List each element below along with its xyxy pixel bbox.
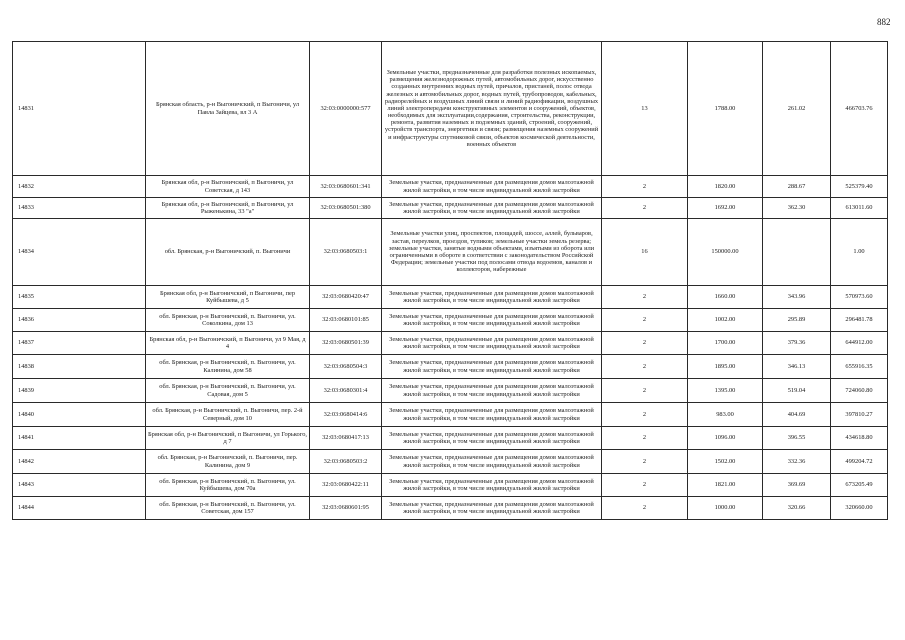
address-cell-text: Брянская область, р-н Выгоничский, п Выгоничи, ул Павла Зайцева, вл 3 А <box>155 101 300 116</box>
area-cell <box>688 497 763 520</box>
cadastral-value-cell-text: 434618.80 <box>845 434 873 442</box>
row-number <box>13 450 146 474</box>
land-use-cell <box>382 309 602 332</box>
area-cell <box>688 42 763 176</box>
land-use-cell-text: Земельные участки, предназначенные для размещения домов малоэтажной жилой застройки, в том числе индивидуальной жилой застройки <box>389 500 594 515</box>
row-number <box>13 42 146 176</box>
row-number-text: 14839 <box>18 386 34 394</box>
land-use-cell-text: Земельные участки улиц, проспектов, площадей, шоссе, аллей, бульваров, застав, переулков, проездов, тупиков; земельные участки земель резерва; земельные участки, занятые водными объектами, изъятыми из оборота или ограниченными в обороте в соответствии с законодательством Российской Федерации; земельные участки под полосами отвода водоемов, каналов и коллекторов, набережные <box>388 230 595 274</box>
rate-cell-text: 379.36 <box>787 339 806 347</box>
rate-cell <box>763 355 831 379</box>
cadastral-number-cell-text: 32:03:0680420:47 <box>322 293 369 301</box>
row-number <box>13 309 146 332</box>
group-cell-text: 2 <box>642 339 647 347</box>
area-cell <box>688 379 763 403</box>
group-cell-text: 2 <box>642 434 647 442</box>
table-row <box>13 403 888 427</box>
row-number-text: 14840 <box>18 410 34 418</box>
land-use-cell <box>382 42 602 176</box>
rate-cell <box>763 332 831 355</box>
cadastral-number-cell-text: 32:03:0680301:4 <box>323 386 368 394</box>
rate-cell-text: 346.13 <box>787 362 806 370</box>
land-use-cell-text: Земельные участки, предназначенные для размещения домов малоэтажной жилой застройки, в том числе индивидуальной жилой застройки <box>389 383 594 398</box>
land-use-cell <box>382 403 602 427</box>
address-cell <box>146 286 310 309</box>
cadastral-number-cell-text: 32:03:0680601:341 <box>320 182 371 190</box>
area-cell-text: 1002.00 <box>714 316 736 324</box>
rate-cell-text: 519.04 <box>787 386 806 394</box>
group-cell-text: 2 <box>642 362 647 370</box>
rate-cell-text: 295.89 <box>787 316 806 324</box>
row-number-text: 14836 <box>18 316 34 324</box>
cadastral-number-cell <box>310 219 382 286</box>
cadastral-value-cell-text: 613011.60 <box>845 204 873 212</box>
rate-cell-text: 288.67 <box>787 182 806 190</box>
row-number <box>13 379 146 403</box>
group-cell <box>602 427 688 450</box>
address-cell <box>146 332 310 355</box>
group-cell-text: 2 <box>642 204 647 212</box>
rate-cell-text: 369.69 <box>787 481 806 489</box>
area-cell-text: 983.00 <box>716 410 734 418</box>
cadastral-number-cell-text: 32:03:0680503:1 <box>323 248 368 256</box>
area-cell-text: 1692.00 <box>714 204 736 212</box>
address-cell <box>146 176 310 198</box>
cadastral-number-cell-text: 32:03:0000000:577 <box>320 104 371 112</box>
address-cell <box>146 497 310 520</box>
cadastral-number-cell-text: 32:03:0680504:3 <box>323 362 368 370</box>
row-number-text: 14832 <box>18 182 34 190</box>
row-number-text: 14833 <box>18 204 34 212</box>
land-use-cell-text: Земельные участки, предназначенные для размещения домов малоэтажной жилой застройки, в том числе индивидуальной жилой застройки <box>389 407 594 422</box>
table-body <box>13 42 888 520</box>
group-cell-text: 2 <box>642 386 647 394</box>
cadastral-number-cell <box>310 42 382 176</box>
area-cell-text: 1820.00 <box>714 182 736 190</box>
table-row <box>13 379 888 403</box>
area-cell <box>688 309 763 332</box>
land-use-cell-text: Земельные участки, предназначенные для размещения домов малоэтажной жилой застройки, в том числе индивидуальной жилой застройки <box>389 430 594 445</box>
land-use-cell-text: Земельные участки, предназначенные для размещения домов малоэтажной жилой застройки, в том числе индивидуальной жилой застройки <box>389 179 594 194</box>
area-cell-text: 1700.00 <box>714 339 736 347</box>
row-number <box>13 355 146 379</box>
cadastral-number-cell-text: 32:03:0680422:11 <box>322 481 369 489</box>
cadastral-value-cell <box>831 286 888 309</box>
cadastral-number-cell <box>310 286 382 309</box>
land-use-cell <box>382 286 602 309</box>
cadastral-value-cell-text: 320660.00 <box>845 504 873 512</box>
area-cell-text: 150000.00 <box>711 248 739 256</box>
group-cell-text: 2 <box>642 481 647 489</box>
table-row <box>13 176 888 198</box>
cadastral-value-cell-text: 499204.72 <box>845 457 873 465</box>
cadastral-number-cell <box>310 474 382 497</box>
group-cell <box>602 309 688 332</box>
area-cell <box>688 219 763 286</box>
area-cell <box>688 286 763 309</box>
page-number: 882 <box>877 17 891 27</box>
address-cell-text: обл. Брянская, р-н Выгоничский, п. Выгоничи, ул. Калинина, дом 58 <box>159 359 296 374</box>
row-number <box>13 427 146 450</box>
area-cell <box>688 355 763 379</box>
row-number-text: 14835 <box>18 293 34 301</box>
cadastral-value-cell-text: 397810.27 <box>845 410 873 418</box>
rate-cell <box>763 474 831 497</box>
rate-cell <box>763 403 831 427</box>
group-cell-text: 16 <box>641 248 648 256</box>
land-use-cell-text: Земельные участки, предназначенные для разработки полезных ископаемых, размещения железнодорожных путей, автомобильных дорог, искусственно созданных внутренних водных путей, причалов, пристаней, полос отвода железных и автомобильных дорог, водных путей, трубопроводов, кабельных, радиорелейных и воздушных линий связи и линий радиофикации, воздушных линий электропередачи конструктивных элементов и сооружений, объектов, необходимых для эксплуатации,содержания, строительства, реконструкции, ремонта, развития наземных и подземных зданий, строений, сооружений, устройств транспорта, энергетики и связи; размещения наземных сооружений и инфраструктуры спутниковой связи, объектов космической деятельности, военных объектов <box>384 69 599 148</box>
group-cell-text: 2 <box>642 410 647 418</box>
cadastral-value-cell <box>831 309 888 332</box>
address-cell <box>146 450 310 474</box>
land-use-cell <box>382 198 602 219</box>
address-cell <box>146 42 310 176</box>
address-cell <box>146 219 310 286</box>
rate-cell <box>763 309 831 332</box>
address-cell <box>146 403 310 427</box>
cadastral-number-cell <box>310 332 382 355</box>
row-number <box>13 474 146 497</box>
table-row <box>13 474 888 497</box>
table-row <box>13 497 888 520</box>
group-cell-text: 2 <box>642 293 647 301</box>
cadastral-number-cell <box>310 450 382 474</box>
land-use-cell <box>382 474 602 497</box>
table-row <box>13 427 888 450</box>
cadastral-number-cell <box>310 379 382 403</box>
land-use-cell-text: Земельные участки, предназначенные для размещения домов малоэтажной жилой застройки, в том числе индивидуальной жилой застройки <box>389 454 594 469</box>
cadastral-value-cell-text: 570973.60 <box>845 293 873 301</box>
land-use-cell-text: Земельные участки, предназначенные для размещения домов малоэтажной жилой застройки, в том числе индивидуальной жилой застройки <box>389 312 594 327</box>
group-cell <box>602 355 688 379</box>
cadastral-value-cell <box>831 198 888 219</box>
address-cell <box>146 474 310 497</box>
row-number <box>13 403 146 427</box>
address-cell <box>146 198 310 219</box>
land-use-cell-text: Земельные участки, предназначенные для размещения домов малоэтажной жилой застройки, в том числе индивидуальной жилой застройки <box>389 359 594 374</box>
rate-cell-text: 320.66 <box>787 504 806 512</box>
rate-cell <box>763 427 831 450</box>
area-cell-text: 1660.00 <box>714 293 736 301</box>
cadastral-value-cell-text: 724060.80 <box>845 386 873 394</box>
rate-cell <box>763 286 831 309</box>
address-cell-text: обл. Брянская, р-н Выгоничский, п. Выгоничи <box>164 248 291 256</box>
cadastral-value-cell-text: 644912.00 <box>845 339 873 347</box>
row-number <box>13 198 146 219</box>
land-use-cell <box>382 379 602 403</box>
group-cell-text: 13 <box>641 104 648 112</box>
rate-cell-text: 343.96 <box>787 293 806 301</box>
cadastral-value-cell <box>831 450 888 474</box>
group-cell <box>602 474 688 497</box>
address-cell-text: Брянская обл, р-н Выгоничский, п Выгоничи, ул 9 Мая, д 4 <box>149 335 306 350</box>
address-cell <box>146 427 310 450</box>
land-use-cell-text: Земельные участки, предназначенные для размещения домов малоэтажной жилой застройки, в том числе индивидуальной жилой застройки <box>389 477 594 492</box>
land-use-cell-text: Земельные участки, предназначенные для размещения домов малоэтажной жилой застройки, в том числе индивидуальной жилой застройки <box>389 335 594 350</box>
address-cell-text: обл. Брянская, р-н Выгоничский, п. Выгоничи, ул. Садовая, дом 5 <box>159 383 296 398</box>
group-cell <box>602 219 688 286</box>
area-cell <box>688 176 763 198</box>
row-number-text: 14841 <box>18 434 34 442</box>
cadastral-number-cell-text: 32:03:0680101:85 <box>322 316 369 324</box>
group-cell-text: 2 <box>642 182 647 190</box>
cadastral-value-cell <box>831 403 888 427</box>
land-registry-table <box>12 41 888 520</box>
address-cell-text: Брянская обл, р-н Выгоничский, п Выгоничи, пер Куйбышева, д 5 <box>159 289 296 304</box>
area-cell-text: 1788.00 <box>714 104 736 112</box>
table-row <box>13 219 888 286</box>
table-row <box>13 42 888 176</box>
cadastral-value-cell <box>831 497 888 520</box>
area-cell-text: 1895.00 <box>714 362 736 370</box>
cadastral-number-cell-text: 32:03:0680601:95 <box>322 504 369 512</box>
area-cell-text: 1502.00 <box>714 457 736 465</box>
group-cell <box>602 497 688 520</box>
address-cell-text: Брянская обл, р-н Выгоничский, п Выгоничи, ул Рыженькина, 33 "а" <box>161 200 294 215</box>
rate-cell <box>763 379 831 403</box>
cadastral-value-cell <box>831 355 888 379</box>
rate-cell <box>763 198 831 219</box>
address-cell <box>146 355 310 379</box>
group-cell <box>602 286 688 309</box>
land-use-cell <box>382 355 602 379</box>
area-cell <box>688 403 763 427</box>
rate-cell <box>763 42 831 176</box>
row-number <box>13 286 146 309</box>
cadastral-value-cell-text: 1.00 <box>853 248 865 256</box>
land-use-cell <box>382 176 602 198</box>
group-cell <box>602 450 688 474</box>
land-use-cell <box>382 219 602 286</box>
land-use-cell <box>382 427 602 450</box>
row-number-text: 14843 <box>18 481 34 489</box>
land-use-cell-text: Земельные участки, предназначенные для размещения домов малоэтажной жилой застройки, в том числе индивидуальной жилой застройки <box>389 289 594 304</box>
group-cell-text: 2 <box>642 457 647 465</box>
rate-cell <box>763 497 831 520</box>
address-cell-text: Брянская обл, р-н Выгоничский, п Выгоничи, ул Горького, д 7 <box>148 430 307 445</box>
land-use-cell-text: Земельные участки, предназначенные для размещения домов малоэтажной жилой застройки, в том числе индивидуальной жилой застройки <box>389 200 594 215</box>
cadastral-value-cell-text: 525379.40 <box>845 182 873 190</box>
rate-cell <box>763 176 831 198</box>
cadastral-number-cell <box>310 355 382 379</box>
area-cell-text: 1096.00 <box>714 434 736 442</box>
address-cell-text: обл. Брянская, р-н Выгоничский, п. Выгоничи, ул. Соколкина, дом 13 <box>159 312 296 327</box>
row-number-text: 14837 <box>18 339 34 347</box>
cadastral-value-cell <box>831 427 888 450</box>
cadastral-value-cell-text: 673205.49 <box>845 481 873 489</box>
row-number-text: 14842 <box>18 457 34 465</box>
row-number-text: 14838 <box>18 362 34 370</box>
rate-cell-text: 396.55 <box>787 434 806 442</box>
land-use-cell <box>382 332 602 355</box>
cadastral-value-cell <box>831 474 888 497</box>
cadastral-number-cell-text: 32:03:0680414:6 <box>323 410 368 418</box>
address-cell-text: обл. Брянская, р-н Выгоничский, п. Выгоничи, пер. 2-й Северный, дом 10 <box>152 407 303 422</box>
cadastral-number-cell <box>310 497 382 520</box>
cadastral-number-cell-text: 32:03:0680503:2 <box>323 457 368 465</box>
group-cell-text: 2 <box>642 504 647 512</box>
cadastral-number-cell <box>310 309 382 332</box>
rate-cell <box>763 219 831 286</box>
rate-cell <box>763 450 831 474</box>
cadastral-value-cell <box>831 379 888 403</box>
group-cell <box>602 42 688 176</box>
land-use-cell <box>382 450 602 474</box>
cadastral-value-cell <box>831 219 888 286</box>
address-cell <box>146 309 310 332</box>
cadastral-number-cell-text: 32:03:0680501:380 <box>320 204 371 212</box>
area-cell-text: 1395.00 <box>714 386 736 394</box>
group-cell <box>602 176 688 198</box>
area-cell <box>688 474 763 497</box>
address-cell <box>146 379 310 403</box>
table-row <box>13 332 888 355</box>
cadastral-value-cell-text: 466703.76 <box>845 104 873 112</box>
cadastral-number-cell <box>310 198 382 219</box>
group-cell-text: 2 <box>642 316 647 324</box>
area-cell <box>688 332 763 355</box>
group-cell <box>602 198 688 219</box>
address-cell-text: обл. Брянская, р-н Выгоничский, п. Выгоничи, ул. Советская, дом 157 <box>159 500 296 515</box>
cadastral-number-cell-text: 32:03:0680417:13 <box>322 434 369 442</box>
table-row <box>13 198 888 219</box>
rate-cell-text: 404.69 <box>787 410 806 418</box>
land-use-cell <box>382 497 602 520</box>
area-cell <box>688 450 763 474</box>
group-cell <box>602 379 688 403</box>
cadastral-value-cell-text: 655916.35 <box>845 362 873 370</box>
row-number <box>13 219 146 286</box>
rate-cell-text: 332.36 <box>787 457 806 465</box>
group-cell <box>602 403 688 427</box>
rate-cell-text: 261.02 <box>787 104 806 112</box>
address-cell-text: обл. Брянская, р-н Выгоничский, п. Выгоничи, пер. Калинина, дом 9 <box>157 454 298 469</box>
cadastral-number-cell <box>310 176 382 198</box>
area-cell-text: 1000.00 <box>714 504 736 512</box>
address-cell-text: Брянская обл, р-н Выгоничский, п Выгоничи, ул Советская, д 143 <box>161 179 294 194</box>
cadastral-value-cell-text: 296481.78 <box>845 316 873 324</box>
row-number-text: 14831 <box>18 104 34 112</box>
cadastral-value-cell <box>831 176 888 198</box>
table-row <box>13 450 888 474</box>
cadastral-number-cell <box>310 427 382 450</box>
table-row <box>13 286 888 309</box>
row-number-text: 14834 <box>18 248 34 256</box>
cadastral-value-cell <box>831 42 888 176</box>
cadastral-number-cell-text: 32:03:0680501:39 <box>322 339 369 347</box>
table-row <box>13 309 888 332</box>
row-number <box>13 332 146 355</box>
cadastral-value-cell <box>831 332 888 355</box>
row-number-text: 14844 <box>18 504 34 512</box>
group-cell <box>602 332 688 355</box>
area-cell-text: 1821.00 <box>714 481 736 489</box>
address-cell-text: обл. Брянская, р-н Выгоничский, п. Выгоничи, ул. Куйбышева, дом 70а <box>159 477 296 492</box>
area-cell <box>688 198 763 219</box>
row-number <box>13 176 146 198</box>
row-number <box>13 497 146 520</box>
rate-cell-text: 362.30 <box>787 204 806 212</box>
table-row <box>13 355 888 379</box>
cadastral-number-cell <box>310 403 382 427</box>
area-cell <box>688 427 763 450</box>
